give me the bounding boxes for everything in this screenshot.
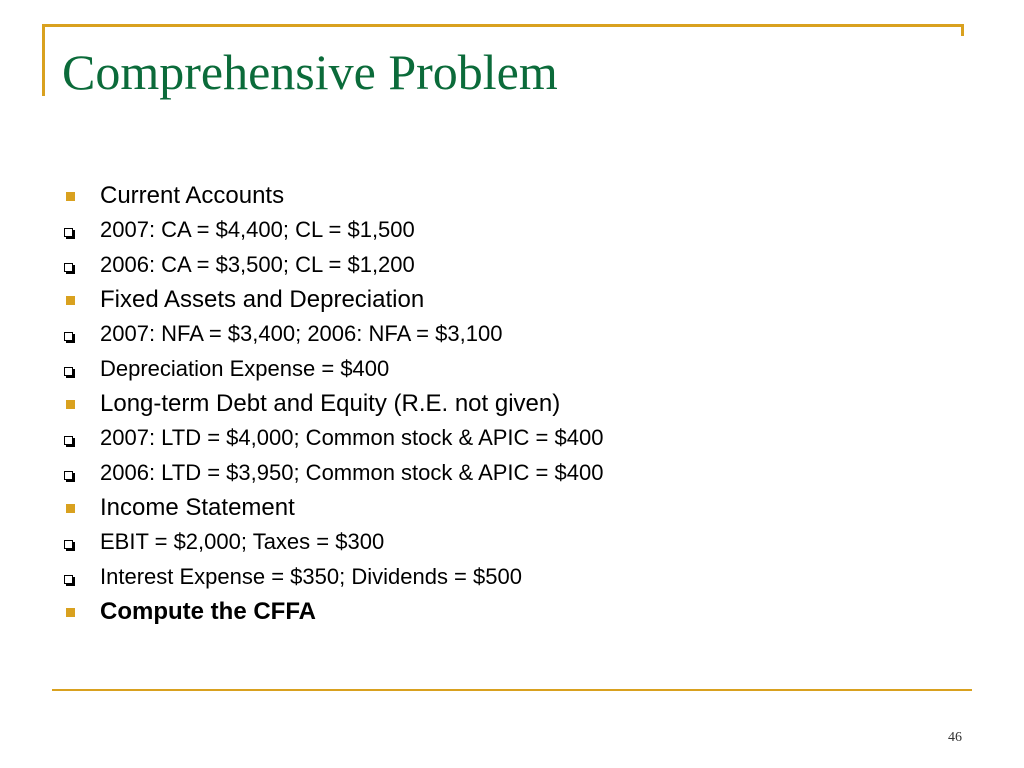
sub-bullet-nfa bbox=[62, 317, 962, 352]
bullet-list bbox=[62, 178, 962, 629]
square-bullet-icon bbox=[66, 400, 75, 409]
hollow-square-bullet-icon bbox=[64, 471, 73, 480]
sub-bullet-interest-dividends bbox=[62, 560, 962, 595]
square-bullet-icon bbox=[66, 504, 75, 513]
bullet-debt-equity bbox=[62, 386, 962, 421]
square-bullet-icon bbox=[66, 192, 75, 201]
hollow-square-bullet-icon bbox=[64, 575, 73, 584]
hollow-square-bullet-icon bbox=[64, 263, 73, 272]
sub-bullet-text: EBIT = $2,000; Taxes = $300 bbox=[100, 529, 385, 554]
hollow-square-bullet-icon bbox=[64, 228, 73, 237]
sub-bullet-depreciation bbox=[62, 352, 962, 387]
sub-bullet-text: 2006: LTD = $3,950; Common stock & APIC = $400 bbox=[100, 459, 604, 485]
hollow-square-bullet-icon bbox=[64, 367, 73, 376]
page-number: 46 bbox=[948, 730, 962, 745]
bullet-current-accounts bbox=[62, 178, 962, 213]
sub-bullet-ca-cl-2006 bbox=[62, 248, 962, 283]
bullet-text: Current Accounts bbox=[100, 182, 285, 209]
bullet-fixed-assets bbox=[62, 282, 962, 317]
bullet-text: Long-term Debt and Equity (R.E. not given) bbox=[100, 390, 561, 417]
right-frame-tick bbox=[961, 24, 964, 36]
slide-title: Comprehensive Problem bbox=[62, 44, 558, 100]
sub-bullet-text: 2007: LTD = $4,000; Common stock & APIC = $400 bbox=[100, 425, 604, 450]
sub-bullet-text: 2007: NFA = $3,400; 2006: NFA = $3,100 bbox=[100, 321, 503, 346]
bullet-income-statement bbox=[62, 490, 962, 525]
sub-bullet-text: Interest Expense = $350; Dividends = $500 bbox=[100, 563, 522, 589]
sub-bullet-ltd-2007 bbox=[62, 421, 962, 456]
sub-bullet-ca-cl-2007 bbox=[62, 213, 962, 248]
sub-bullet-text: 2006: CA = $3,500; CL = $1,200 bbox=[100, 251, 415, 277]
square-bullet-icon bbox=[66, 608, 75, 617]
hollow-square-bullet-icon bbox=[64, 436, 73, 445]
bullet-text: Compute the CFFA bbox=[100, 598, 316, 625]
sub-bullet-text: 2007: CA = $4,400; CL = $1,500 bbox=[100, 217, 415, 242]
left-frame-rule bbox=[42, 24, 45, 96]
bullet-text: Income Statement bbox=[100, 494, 295, 521]
bullet-text: Fixed Assets and Depreciation bbox=[100, 286, 425, 313]
sub-bullet-text: Depreciation Expense = $400 bbox=[100, 355, 390, 381]
sub-bullet-ltd-2006 bbox=[62, 456, 962, 491]
bullet-compute-cffa bbox=[62, 594, 962, 629]
slide-content bbox=[62, 178, 962, 629]
square-bullet-icon bbox=[66, 296, 75, 305]
bottom-rule bbox=[52, 689, 972, 691]
top-frame-rule bbox=[42, 24, 964, 27]
sub-bullet-ebit-taxes bbox=[62, 525, 962, 560]
hollow-square-bullet-icon bbox=[64, 332, 73, 341]
hollow-square-bullet-icon bbox=[64, 540, 73, 549]
